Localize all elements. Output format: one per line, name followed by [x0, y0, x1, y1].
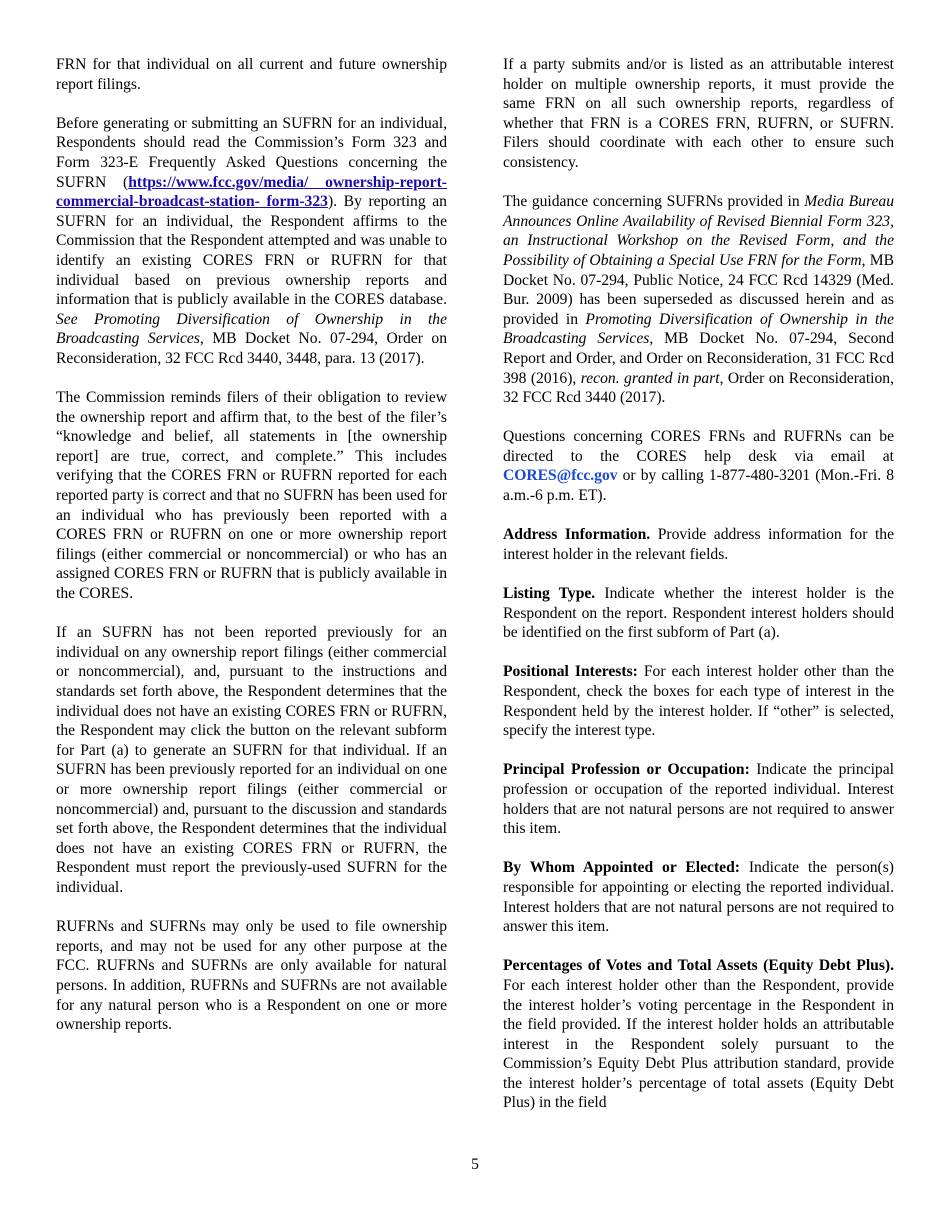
faq-after-link-text: ). By reporting an SUFRN for an individual, the Respondent affirms to the Commission that the Respondent attempted and was unable to identify an existing CORES FRN or RUFRN for that individual based on previous ownership reports and information that is publicly available in the CORES database.: [56, 193, 447, 309]
recon-signal: recon. granted in part: [580, 369, 720, 387]
sufrn-faq-paragraph: [56, 114, 447, 369]
left-column: [56, 55, 447, 1035]
guidance-end: , Order on Reconsideration, 32 FCC Rcd 3440 (2017).: [503, 369, 895, 407]
order-title: Promoting Diversification of Ownership in the Broadcasting Services: [503, 310, 894, 348]
profession-text: Indicate the principal profession or occupation of the reported individual. Interest holders that are not natural persons are not required to answer this item.: [503, 761, 894, 838]
superseded-guidance-paragraph: [503, 192, 894, 408]
reminder-paragraph: The Commission reminds filers of their obligation to review the ownership report and affirm that, to the best of the filer’s “knowledge and belief, all statements in [the ownership report] are true, correct, and complete.” This includes verifying that the CORES FRN or RUFRN reported for each reported party is correct and that no SUFRN has been used for an individual who has previously been reported with a CORES FRN or RUFRN on one or more ownership report filings (either commercial or noncommercial) or who has an assigned CORES FRN or RUFRN that is publicly available in the CORES.: [56, 389, 447, 603]
faq-intro-text: Before generating or submitting an SUFRN for an individual, Respondents should read the Commission’s Form 323 and Form 323-E Frequently Asked Questions concerning the SUFRN (: [56, 114, 447, 191]
guidance-middle-1: , MB Docket No. 07-294, Public Notice, 24 FCC Rcd 14329 (Med. Bur. 2009) has been superseded as discussed herein and as provided in: [503, 251, 894, 328]
case-citation: , MB Docket No. 07-294, Order on Reconsideration, 32 FCC Rcd 3440, 3448, para. 13 (2017).: [56, 330, 447, 367]
profession-heading: Principal Profession or Occupation:: [503, 761, 750, 779]
cores-email-link[interactable]: CORES@fcc.gov: [503, 467, 618, 485]
appointed-heading: By Whom Appointed or Elected:: [503, 859, 740, 877]
faq-link-part-2: ownership-report-commercial-broadcast-station-: [56, 173, 447, 211]
listing-text: Indicate whether the interest holder is the Respondent on the report. Respondent interest holders should be identified on the first subform of Part (a).: [503, 585, 895, 642]
percentages-heading: Percentages of Votes and Total Assets (Equity Debt Plus).: [503, 957, 894, 975]
faq-link-part-1: https://www.fcc.gov/media/: [128, 173, 309, 191]
positional-interests-section: [503, 662, 894, 740]
address-information-section: [503, 525, 894, 564]
positional-heading: Positional Interests:: [503, 663, 638, 681]
appointed-text: Indicate the person(s) responsible for appointing or electing the reported individual. Interest holders that are not natural persons are not required to answer this item.: [503, 859, 894, 936]
percentages-section: [503, 956, 894, 1113]
case-name: Promoting Diversification of Ownership in the Broadcasting Services: [56, 310, 447, 348]
address-text: Provide address information for the interest holder in the relevant fields.: [503, 526, 894, 563]
percentages-text: For each interest holder other than the Respondent, provide the interest holder’s voting percentage in the Respondent in the field provided. If the interest holder holds an attributable interest in the Respondent solely pursuant to the Commission’s Equity Debt Plus attribution standard, provide the interest holder’s percentage of total assets (Equity Debt Plus) in the field: [503, 976, 894, 1112]
same-frn-paragraph: If a party submits and/or is listed as an attributable interest holder on multiple ownership reports, it must provide the same FRN on all such ownership reports, regardless of whether that FRN is a CORES FRN, RUFRN, or SUFRN. Filers should coordinate with each other to ensure such consistency.: [503, 56, 894, 171]
help-intro: Questions concerning CORES FRNs and RUFRNs can be directed to the CORES help desk via email at: [503, 428, 894, 465]
cores-help-paragraph: [503, 427, 894, 505]
listing-type-section: [503, 584, 894, 643]
guidance-intro: The guidance concerning SUFRNs provided in: [503, 193, 805, 211]
see-signal: See: [56, 310, 78, 328]
listing-heading: Listing Type.: [503, 585, 596, 603]
public-notice-title: Media Bureau Announces Online Availability of Revised Biennial Form 323, an Instructional Workshop on the Revised Form, and the Possibility of Obtaining a Special Use FRN for the Form: [503, 193, 895, 269]
right-column: [503, 55, 894, 1113]
frn-continuation-paragraph: FRN for that individual on all current and future ownership report filings.: [56, 56, 447, 93]
usage-restriction-paragraph: RUFRNs and SUFRNs may only be used to file ownership reports, and may not be used for any other purpose at the FCC. RUFRNs and SUFRNs are only available for natural persons. In addition, RUFRNs and SUFRNs are not available for any natural person who is a Respondent on one or more ownership reports.: [56, 918, 447, 1034]
profession-section: [503, 760, 894, 838]
faq-link-part-3: form-323: [266, 193, 328, 211]
appointed-section: [503, 858, 894, 936]
positional-text: For each interest holder other than the Respondent, check the boxes for each type of interest in the Respondent held by the interest holder. If “other” is selected, specify the interest type.: [503, 663, 894, 740]
guidance-middle-2: , MB Docket No. 07-294, Second Report and Order, and Order on Reconsideration, 31 FCC Rcd 398 (2016),: [503, 330, 894, 387]
help-phone-text: or by calling 1-877-480-3201 (Mon.-Fri. 8 a.m.-6 p.m. ET).: [503, 467, 894, 505]
address-heading: Address Information.: [503, 526, 651, 544]
generate-sufrn-paragraph: If an SUFRN has not been reported previously for an individual on any ownership report filings (either commercial or noncommercial), and, pursuant to the instructions and standards set forth above, the Respondent determines that the individual does not have an existing CORES FRN or RUFRN, the Respondent may click the button on the relevant subform for Part (a) to generate an SUFRN for that individual. If an SUFRN has been previously reported for an individual on one or more ownership report filings (either commercial or noncommercial) and, pursuant to the discussion and standards set forth above, the Respondent determines that the individual does not have an existing CORES FRN or RUFRN, the Respondent must report the previously-used SUFRN for the individual.: [56, 624, 447, 896]
page-number: 5: [471, 1156, 479, 1173]
